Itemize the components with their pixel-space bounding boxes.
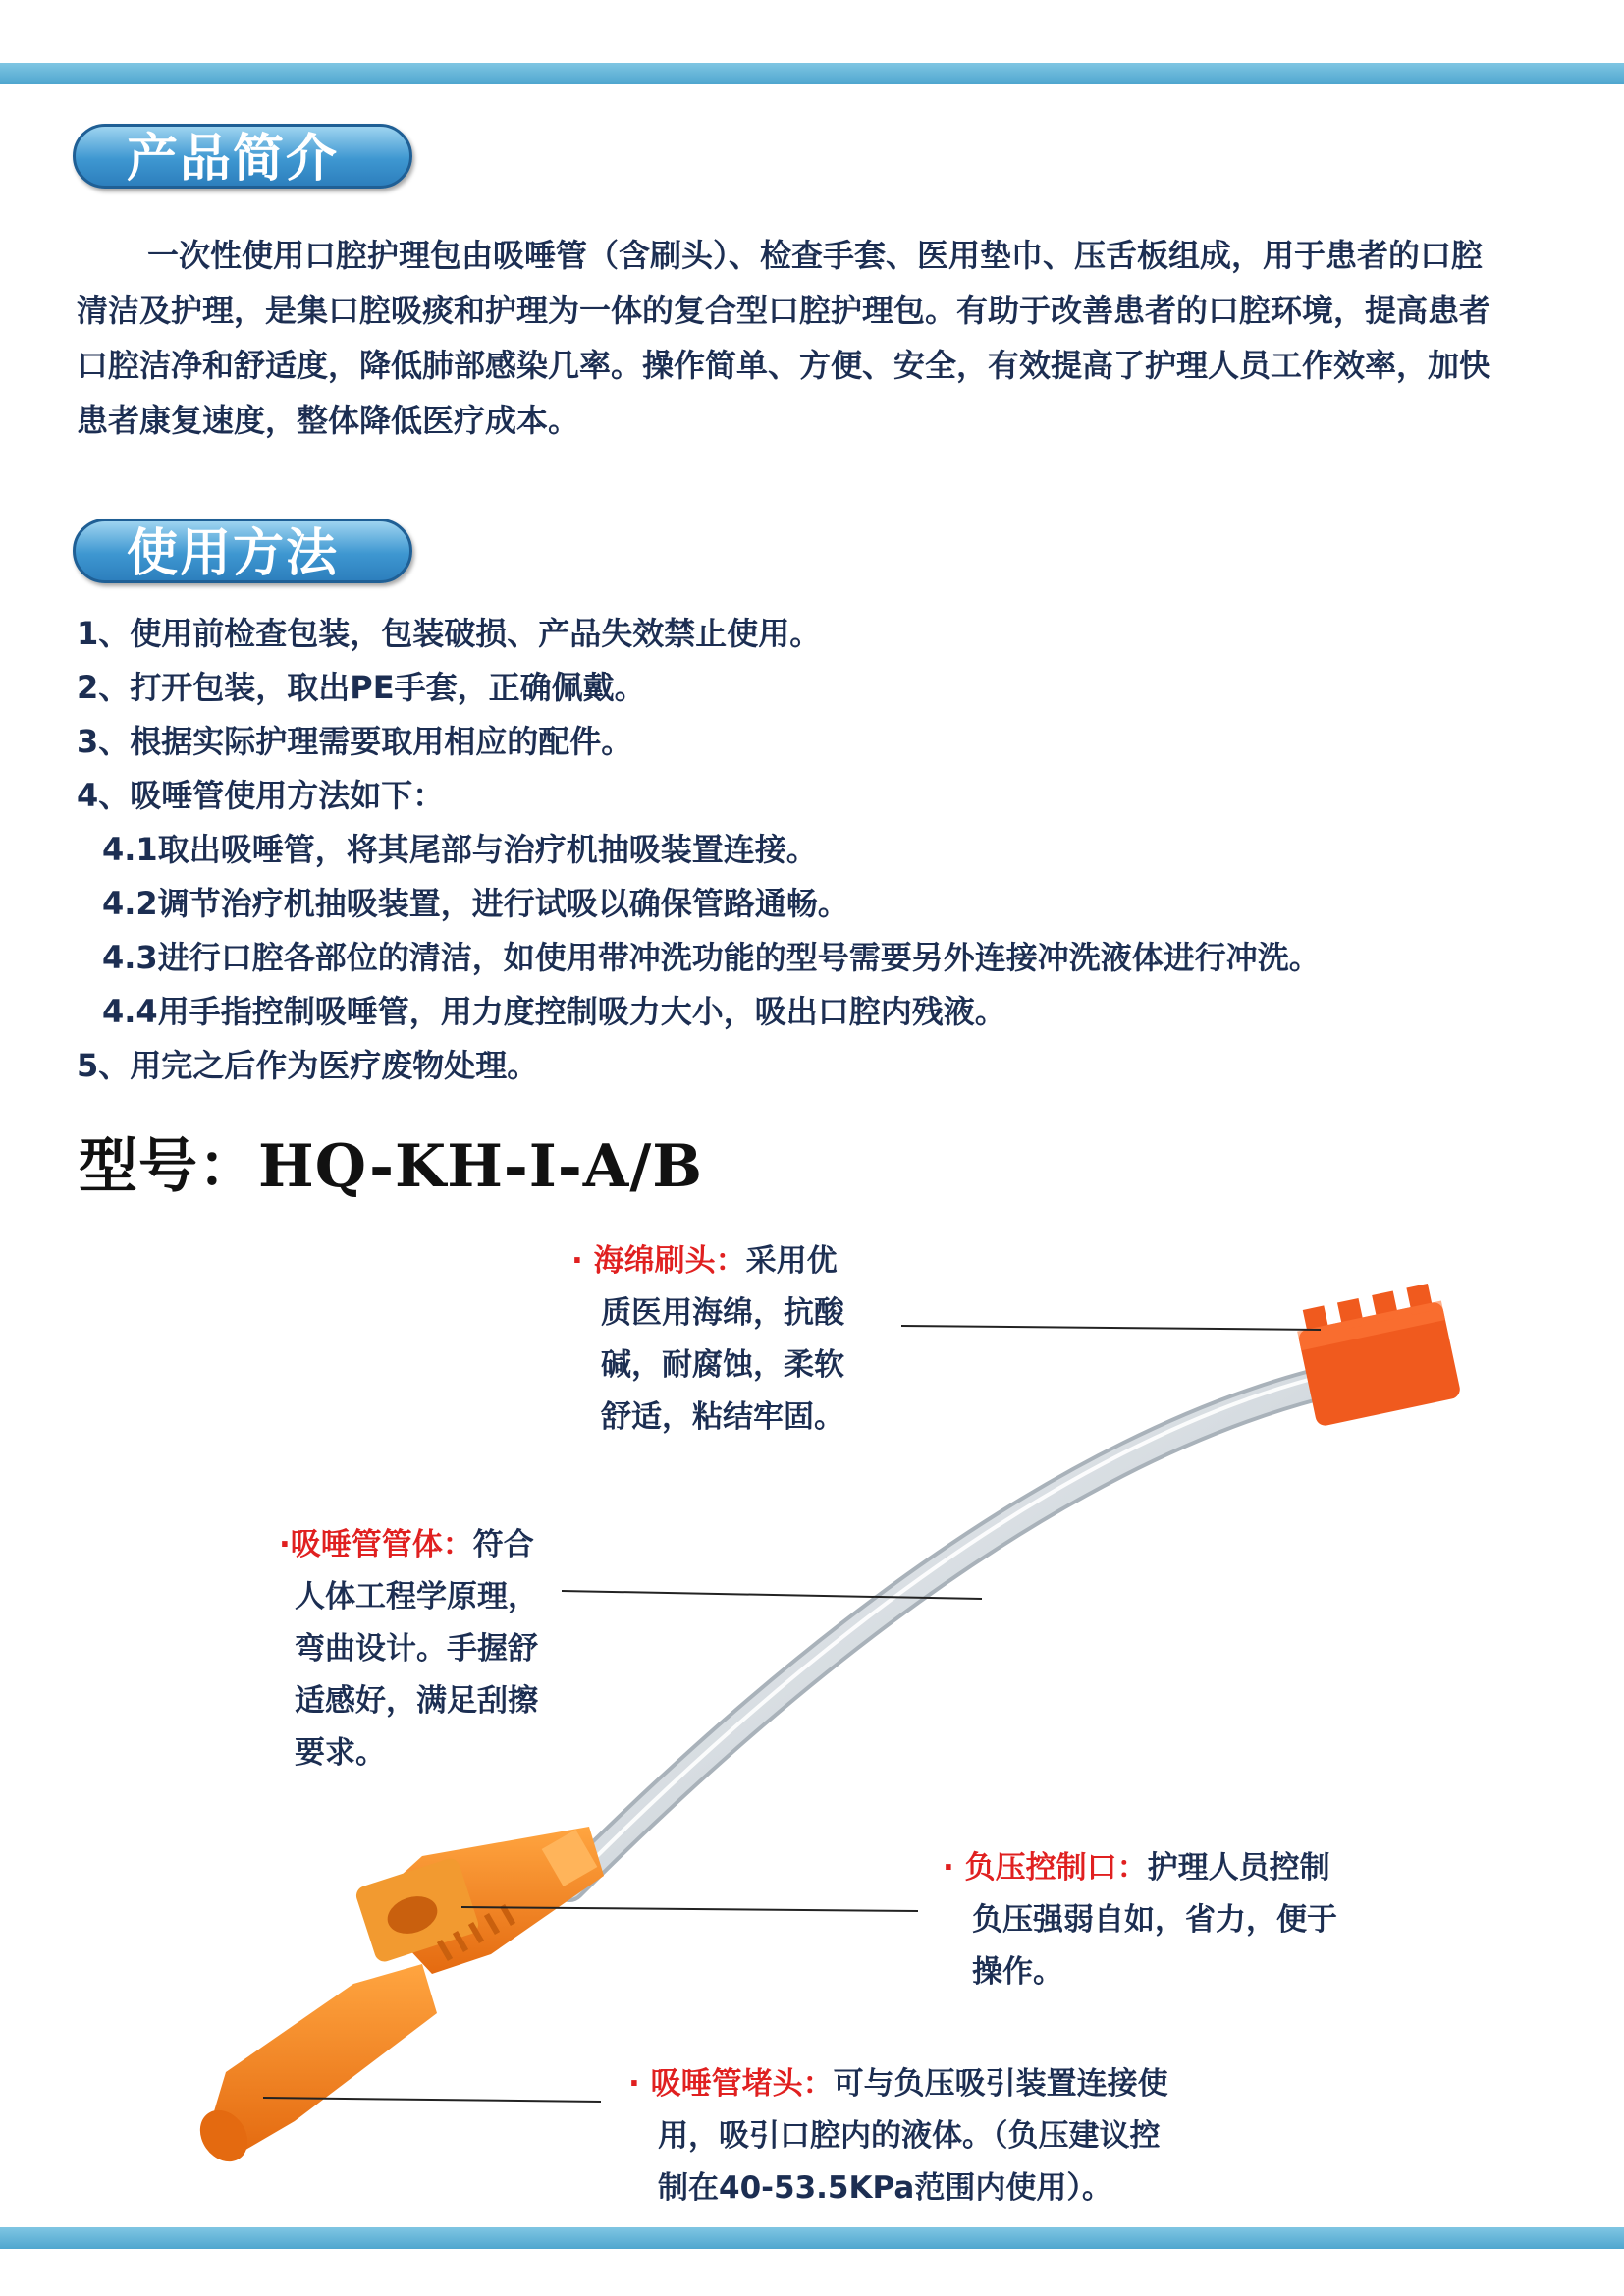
callout-line: 适感好，满足刮擦 (295, 1683, 538, 1719)
callout-title: 海绵刷头： (593, 1243, 746, 1279)
callout-line: 碱，耐腐蚀，柔软 (601, 1347, 844, 1383)
bottom-decorative-band (0, 2227, 1624, 2249)
callout-line: 弯曲设计。手握舒 (295, 1631, 538, 1667)
step-item: 3、根据实际护理需要取用相应的配件。 (77, 723, 633, 760)
model-number: 型号：HQ-KH-I-A/B (79, 1132, 703, 1201)
sponge-brush-head (1293, 1282, 1462, 1428)
callout-line: 可与负压吸引装置连接使 (833, 2066, 1168, 2102)
callout-end-plug (628, 2058, 1316, 2214)
bullet-dot: · (628, 2066, 651, 2102)
end-plug (190, 1964, 437, 2171)
callout-control-port (943, 1842, 1492, 1998)
bullet-dot: · (943, 1850, 965, 1886)
callout-title: 吸唾管堵头： (650, 2066, 834, 2102)
step-subitem: 4.3进行口腔各部位的清洁，如使用带冲洗功能的型号需要另外连接冲洗液体进行冲洗。 (102, 939, 1321, 976)
callout-title: 负压控制口： (964, 1850, 1148, 1886)
intro-text: 一次性使用口腔护理包由吸唾管（含刷头）、检查手套、医用垫巾、压舌板组成，用于患者的口腔清洁及护理，是集口腔吸痰和护理为一体的复合型口腔护理包。有助于改善患者的口腔环境，提高患者口腔洁净和舒适度，降低肺部感染几率。操作简单、方便、安全，有效提高了护理人员工作效率，加快患者康复速度，整体降低医疗成本。 (77, 237, 1491, 439)
callout-line: 采用优 (745, 1243, 838, 1279)
step-item: 5、用完之后作为医疗废物处理。 (77, 1047, 539, 1084)
step-subitem: 4.1取出吸唾管，将其尾部与治疗机抽吸装置连接。 (102, 831, 818, 868)
bullet-dot: · (279, 1527, 291, 1562)
step-subitem: 4.4用手指控制吸唾管，用力度控制吸力大小，吸出口腔内残液。 (102, 993, 1006, 1030)
callout-line: 制在40-53.5KPa范围内使用）。 (658, 2170, 1112, 2206)
bullet-dot: · (571, 1243, 594, 1279)
callout-line: 符合 (472, 1527, 534, 1562)
step-item: 1、使用前检查包装，包装破损、产品失效禁止使用。 (77, 615, 822, 652)
leader-line-sponge (901, 1326, 1321, 1330)
callout-line: 舒适，粘结牢固。 (601, 1399, 844, 1435)
callout-line: 质医用海绵，抗酸 (601, 1295, 844, 1331)
tube-outline (569, 1385, 1316, 1886)
section-title-intro: 产品简介 (73, 124, 412, 189)
callout-tube-body (279, 1519, 613, 1779)
callout-line: 操作。 (972, 1954, 1063, 1990)
callout-line: 人体工程学原理， (295, 1579, 538, 1614)
step-item: 2、打开包装，取出PE手套，正确佩戴。 (77, 669, 646, 706)
step-subitem: 4.2调节治疗机抽吸装置，进行试吸以确保管路通畅。 (102, 885, 849, 922)
callout-line: 用，吸引口腔内的液体。（负压建议控 (658, 2118, 1161, 2154)
tube-highlight (575, 1379, 1312, 1878)
control-port-handle (353, 1827, 604, 1974)
step-item: 4、吸唾管使用方法如下： (77, 777, 445, 814)
tube-body (569, 1385, 1316, 1886)
callout-line: 负压强弱自如，省力，便于 (972, 1902, 1337, 1938)
callout-sponge-head (571, 1235, 905, 1444)
callout-line: 要求。 (295, 1735, 386, 1771)
section-title-usage: 使用方法 (73, 519, 412, 583)
callout-title: 吸唾管管体： (290, 1527, 473, 1562)
callout-line: 护理人员控制 (1147, 1850, 1330, 1886)
